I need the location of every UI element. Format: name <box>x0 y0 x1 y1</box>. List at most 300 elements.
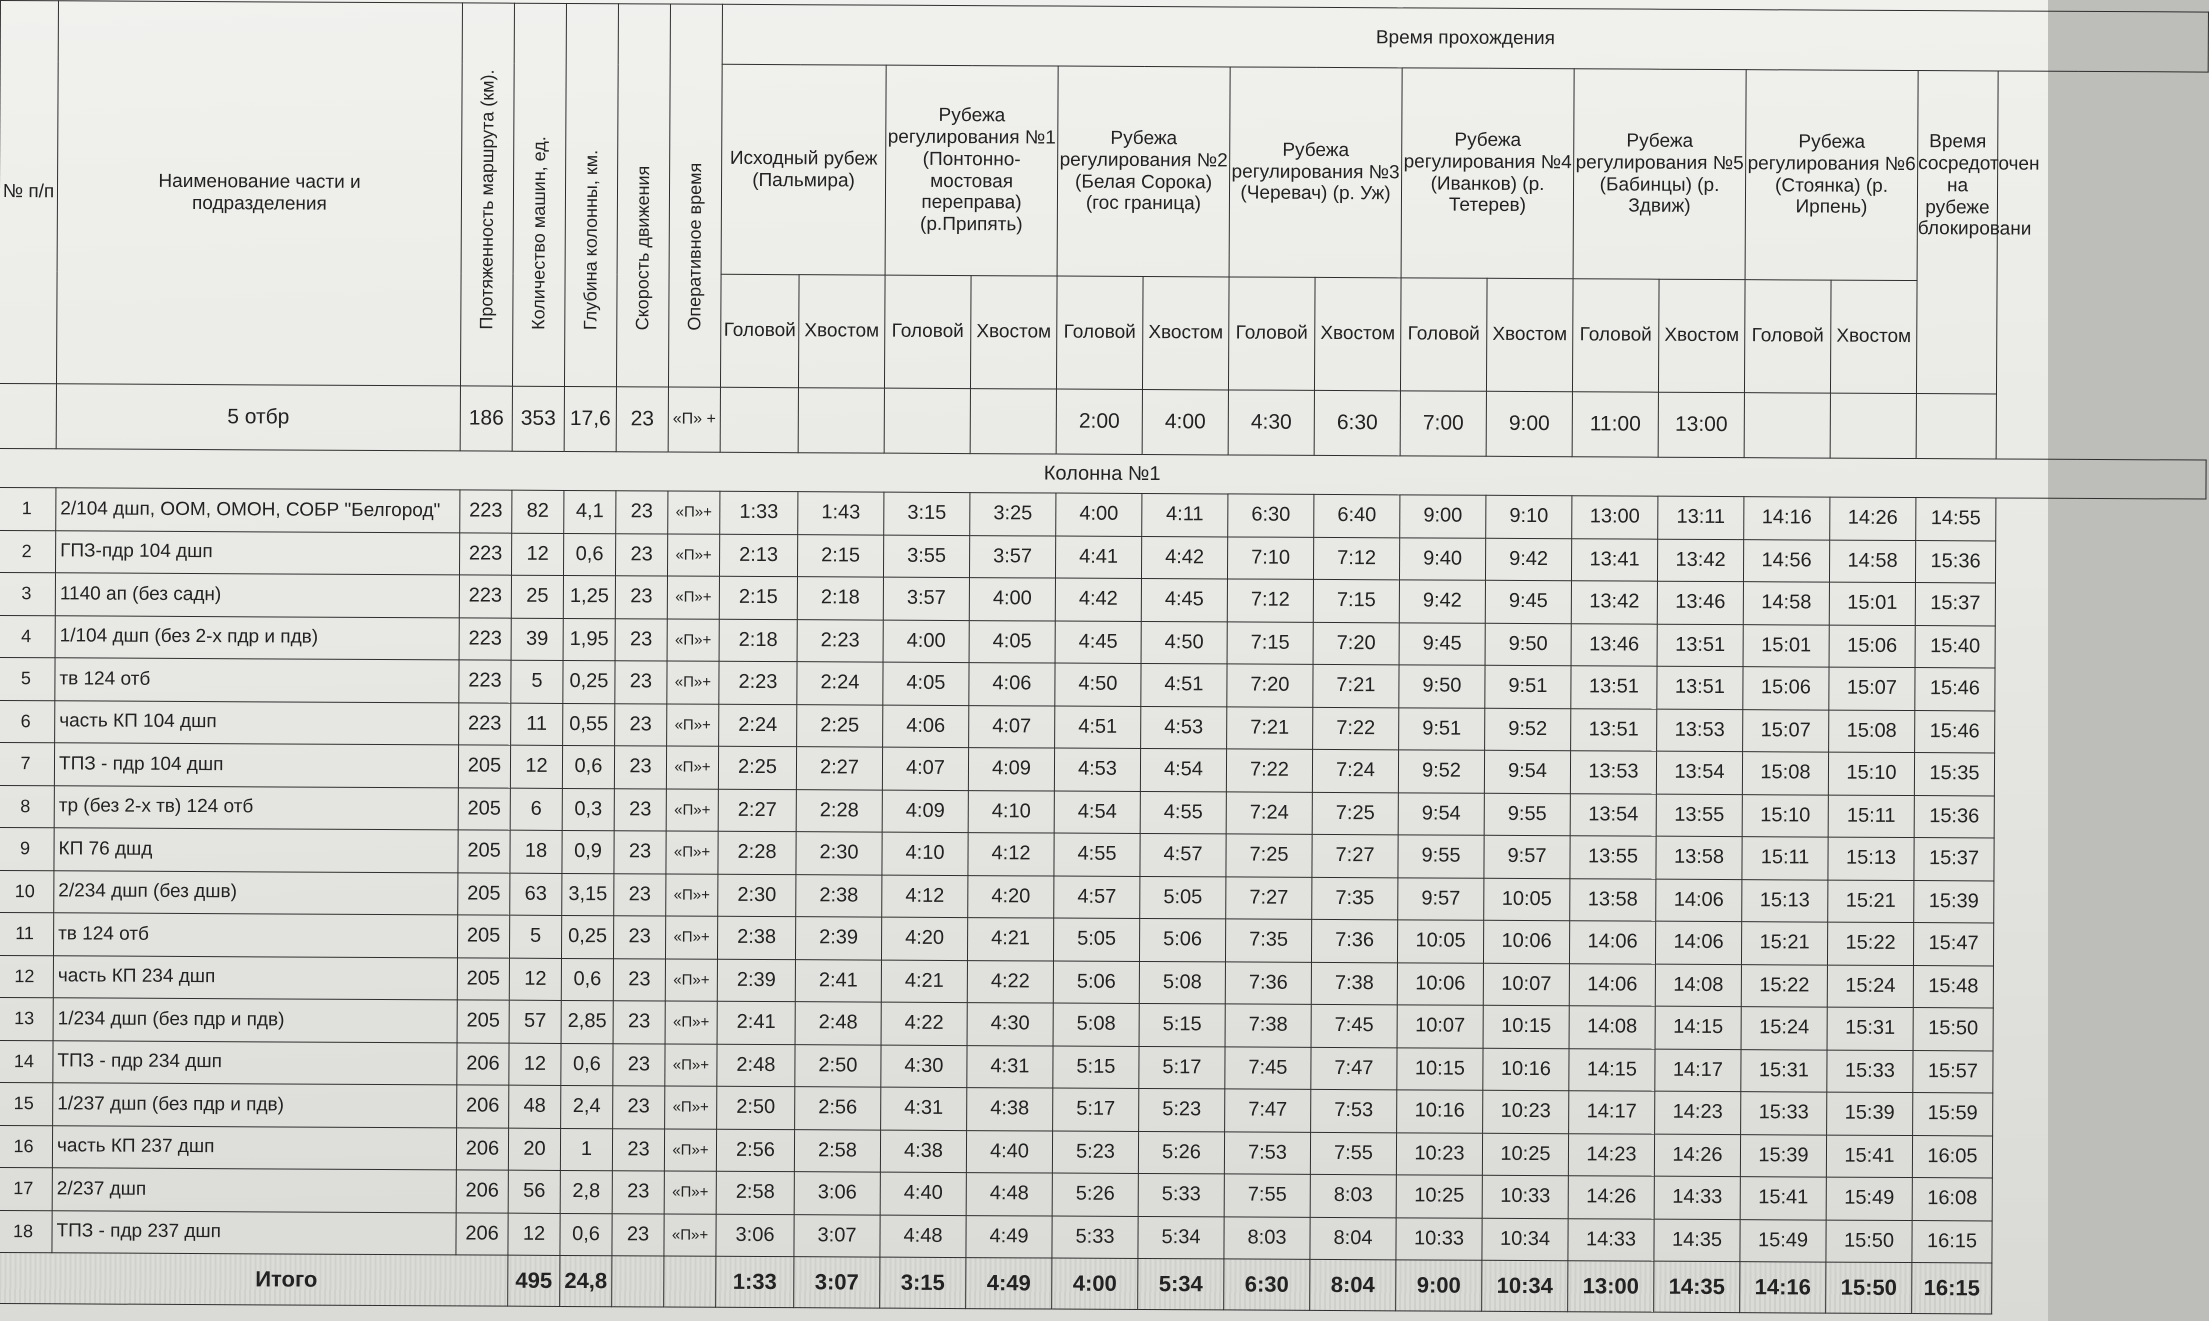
summary-num <box>0 383 56 448</box>
row-time: 2:30 <box>718 874 796 917</box>
total-time: 4:49 <box>966 1258 1052 1309</box>
row-time: 14:26 <box>1568 1176 1654 1219</box>
row-time: 13:11 <box>1658 496 1744 539</box>
row-time: 7:10 <box>1227 536 1313 579</box>
row-time: 7:27 <box>1312 834 1398 877</box>
row-time: 13:58 <box>1656 836 1742 879</box>
summary-time-4: 2:00 <box>1056 389 1142 454</box>
row-time: 9:51 <box>1399 707 1485 750</box>
row-time: 9:45 <box>1399 622 1485 665</box>
row-depth: 0,6 <box>563 533 615 576</box>
row-time: 7:47 <box>1225 1089 1311 1132</box>
row-time: 15:10 <box>1828 752 1914 795</box>
header-milestone-3: Рубежа регулирования №3 (Черевач) (р. Уж) <box>1229 67 1402 278</box>
row-time: 14:08 <box>1655 964 1741 1007</box>
summary-time-3 <box>970 389 1056 454</box>
row-length: 205 <box>457 915 509 958</box>
row-time: 15:21 <box>1828 880 1914 923</box>
row-time: 4:10 <box>968 790 1054 833</box>
row-optime: «П»+ <box>666 746 718 789</box>
row-time: 2:23 <box>719 661 797 704</box>
row-time: 2:50 <box>795 1044 881 1087</box>
row-final: 15:46 <box>1915 668 1995 711</box>
row-count: 12 <box>508 1213 560 1256</box>
row-name: тв 124 отб <box>55 658 459 703</box>
row-count: 82 <box>512 490 564 533</box>
row-time: 4:12 <box>968 833 1054 876</box>
row-time: 4:07 <box>969 705 1055 748</box>
total-time: 14:35 <box>1654 1261 1740 1312</box>
row-depth: 0,3 <box>562 788 614 831</box>
row-time: 4:06 <box>883 705 969 748</box>
summary-time-2 <box>884 388 970 453</box>
row-time: 13:58 <box>1570 878 1656 921</box>
row-count: 56 <box>508 1170 560 1213</box>
row-time: 9:42 <box>1485 538 1571 581</box>
row-time: 7:27 <box>1226 876 1312 919</box>
row-final: 15:48 <box>1913 965 1993 1008</box>
row-time: 15:39 <box>1740 1134 1826 1177</box>
row-time: 4:38 <box>880 1130 966 1173</box>
row-time: 4:49 <box>966 1215 1052 1258</box>
row-final: 16:08 <box>1912 1178 1992 1221</box>
header-count-text: Количество машин, ед. <box>527 136 549 330</box>
row-depth: 0,25 <box>561 915 613 958</box>
row-length: 223 <box>459 532 511 575</box>
total-time: 3:15 <box>880 1257 966 1308</box>
row-time: 4:55 <box>1140 791 1226 834</box>
row-time: 2:30 <box>796 832 882 875</box>
row-time: 2:38 <box>796 874 882 917</box>
row-speed: 23 <box>616 491 668 534</box>
row-length: 206 <box>456 1212 508 1255</box>
row-time: 15:49 <box>1740 1219 1826 1262</box>
row-time: 4:53 <box>1141 706 1227 749</box>
total-final: 16:15 <box>1912 1263 1992 1314</box>
row-time: 2:27 <box>718 789 796 832</box>
row-time: 10:07 <box>1397 1005 1483 1048</box>
row-time: 15:22 <box>1741 964 1827 1007</box>
row-num: 7 <box>0 742 55 785</box>
row-time: 1:43 <box>798 492 884 535</box>
row-speed: 23 <box>615 618 667 661</box>
row-time: 5:17 <box>1139 1046 1225 1089</box>
row-time: 4:12 <box>882 875 968 918</box>
row-time: 7:35 <box>1225 919 1311 962</box>
row-time: 15:06 <box>1743 667 1829 710</box>
row-time: 2:18 <box>797 577 883 620</box>
row-length: 206 <box>457 1085 509 1128</box>
total-count: 495 <box>508 1255 560 1306</box>
row-num: 15 <box>0 1082 53 1125</box>
header-head-2: Головой <box>1056 276 1143 389</box>
row-time: 4:54 <box>1054 791 1140 834</box>
row-time: 2:56 <box>716 1129 794 1172</box>
row-time: 5:15 <box>1053 1046 1139 1089</box>
row-time: 4:38 <box>967 1088 1053 1131</box>
row-time: 14:56 <box>1743 539 1829 582</box>
row-time: 7:25 <box>1226 834 1312 877</box>
row-time: 4:30 <box>881 1045 967 1088</box>
row-speed: 23 <box>614 831 666 874</box>
row-time: 14:58 <box>1829 540 1915 583</box>
header-head-4: Головой <box>1400 278 1487 391</box>
row-time: 4:21 <box>967 918 1053 961</box>
row-time: 15:33 <box>1827 1050 1913 1093</box>
row-time: 7:24 <box>1312 749 1398 792</box>
row-time: 5:08 <box>1139 961 1225 1004</box>
row-time: 7:38 <box>1311 962 1397 1005</box>
row-time: 7:36 <box>1225 961 1311 1004</box>
row-time: 15:07 <box>1743 709 1829 752</box>
total-time: 13:00 <box>1568 1261 1654 1312</box>
row-depth: 1,25 <box>563 575 615 618</box>
row-time: 14:16 <box>1744 497 1830 540</box>
row-time: 5:26 <box>1052 1173 1138 1216</box>
row-time: 7:38 <box>1225 1004 1311 1047</box>
row-depth: 4,1 <box>564 490 616 533</box>
row-length: 206 <box>457 1042 509 1085</box>
row-optime: «П»+ <box>664 1213 716 1256</box>
header-depth-text: Глубина колонны, км. <box>579 149 601 331</box>
row-time: 2:24 <box>719 704 797 747</box>
row-time: 9:42 <box>1399 580 1485 623</box>
row-time: 5:17 <box>1053 1088 1139 1131</box>
row-optime: «П»+ <box>665 958 717 1001</box>
row-time: 4:50 <box>1141 621 1227 664</box>
row-time: 15:31 <box>1741 1049 1827 1092</box>
row-time: 15:01 <box>1743 624 1829 667</box>
row-time: 4:10 <box>882 832 968 875</box>
row-time: 5:05 <box>1140 876 1226 919</box>
row-final: 14:55 <box>1916 498 1996 541</box>
row-time: 7:35 <box>1312 877 1398 920</box>
summary-name: 5 отбр <box>56 384 460 451</box>
row-depth: 2,4 <box>561 1085 613 1128</box>
row-final: 15:37 <box>1915 583 1995 626</box>
row-time: 15:41 <box>1740 1177 1826 1220</box>
row-time: 8:03 <box>1310 1174 1396 1217</box>
row-name: ТПЗ - пдр 234 дшп <box>53 1040 457 1085</box>
row-num: 11 <box>0 912 54 955</box>
row-time: 3:06 <box>794 1172 880 1215</box>
row-depth: 0,6 <box>561 1043 613 1086</box>
row-time: 2:28 <box>796 789 882 832</box>
row-time: 2:58 <box>794 1129 880 1172</box>
row-time: 7:12 <box>1227 579 1313 622</box>
row-name: 1/237 дшп (без пдр и пдв) <box>53 1083 457 1128</box>
row-time: 9:50 <box>1485 623 1571 666</box>
row-time: 14:06 <box>1569 921 1655 964</box>
row-time: 4:00 <box>969 578 1055 621</box>
row-name: тр (без 2-х тв) 124 отб <box>54 785 458 830</box>
row-time: 4:22 <box>881 1002 967 1045</box>
total-time: 15:50 <box>1826 1262 1912 1313</box>
summary-speed: 23 <box>616 387 668 452</box>
row-time: 10:06 <box>1483 920 1569 963</box>
row-time: 4:06 <box>969 663 1055 706</box>
header-milestone-0: Исходный рубеж (Пальмира) <box>721 64 886 275</box>
row-name: ТПЗ - пдр 104 дшп <box>54 743 458 788</box>
row-final: 15:36 <box>1914 795 1994 838</box>
row-time: 7:22 <box>1226 749 1312 792</box>
row-final: 16:05 <box>1912 1135 1992 1178</box>
header-length <box>460 3 514 386</box>
row-length: 206 <box>456 1127 508 1170</box>
row-time: 7:25 <box>1312 792 1398 835</box>
row-final: 15:37 <box>1914 838 1994 881</box>
row-num: 1 <box>0 487 56 530</box>
row-optime: «П»+ <box>665 1001 717 1044</box>
header-tail-5: Хвостом <box>1658 279 1745 392</box>
header-milestone-2: Рубежа регулирования №2 (Белая Сорока) (гос граница) <box>1057 66 1230 277</box>
total-time: 8:04 <box>1310 1259 1396 1310</box>
row-time: 4:41 <box>1055 536 1141 579</box>
row-num: 18 <box>0 1210 52 1253</box>
row-length: 206 <box>456 1170 508 1213</box>
row-speed: 23 <box>612 1128 664 1171</box>
row-time: 4:30 <box>967 1003 1053 1046</box>
header-speed <box>616 4 670 387</box>
row-time: 13:42 <box>1571 581 1657 624</box>
row-time: 15:13 <box>1828 837 1914 880</box>
summary-time-8: 7:00 <box>1400 391 1486 456</box>
row-time: 10:23 <box>1396 1132 1482 1175</box>
row-time: 4:50 <box>1055 663 1141 706</box>
row-time: 7:20 <box>1227 664 1313 707</box>
row-length: 205 <box>458 787 510 830</box>
row-time: 14:17 <box>1569 1091 1655 1134</box>
summary-optime: «П» + <box>668 387 720 452</box>
row-length: 205 <box>458 872 510 915</box>
row-depth: 0,6 <box>560 1213 612 1256</box>
row-time: 10:25 <box>1396 1175 1482 1218</box>
row-optime: «П»+ <box>666 831 718 874</box>
row-optime: «П»+ <box>665 1043 717 1086</box>
row-length: 205 <box>458 830 510 873</box>
row-name: часть КП 237 дшп <box>52 1125 456 1170</box>
row-count: 39 <box>511 618 563 661</box>
header-depth <box>564 3 618 386</box>
total-row <box>0 1252 2202 1315</box>
row-num: 3 <box>0 572 56 615</box>
row-count: 12 <box>509 958 561 1001</box>
header-optime-text: Оперативное время <box>683 162 705 331</box>
row-speed: 23 <box>612 1171 664 1214</box>
row-time: 2:41 <box>717 1001 795 1044</box>
header-milestone-1: Рубежа регулирования №1 (Понтонно-мостовая переправа) (р.Припять) <box>885 65 1058 276</box>
row-count: 20 <box>508 1128 560 1171</box>
row-final: 15:36 <box>1915 540 1995 583</box>
row-num: 5 <box>0 657 55 700</box>
row-time: 13:55 <box>1656 794 1742 837</box>
row-time: 13:54 <box>1656 751 1742 794</box>
row-time: 4:53 <box>1054 748 1140 791</box>
header-tail-2: Хвостом <box>1142 276 1229 389</box>
row-speed: 23 <box>614 746 666 789</box>
row-name: ТПЗ - пдр 237 дшп <box>52 1210 456 1255</box>
row-length: 223 <box>460 490 512 533</box>
row-speed: 23 <box>613 916 665 959</box>
row-time: 4:48 <box>966 1173 1052 1216</box>
row-optime: «П»+ <box>665 916 717 959</box>
row-length: 205 <box>458 745 510 788</box>
row-time: 2:23 <box>797 619 883 662</box>
row-time: 3:55 <box>883 535 969 578</box>
row-optime: «П»+ <box>664 1128 716 1171</box>
row-name: 2/104 дшп, ООМ, ОМОН, СОБР "Белгород" <box>56 488 460 533</box>
row-count: 5 <box>511 660 563 703</box>
total-empty-speed <box>612 1256 664 1307</box>
header-num: № п/п <box>0 1 58 384</box>
header-name: Наименование части и подразделения <box>56 1 462 386</box>
summary-time-0 <box>720 387 798 452</box>
row-time: 4:21 <box>881 960 967 1003</box>
row-depth: 0,9 <box>562 830 614 873</box>
row-count: 25 <box>511 575 563 618</box>
row-time: 3:57 <box>883 577 969 620</box>
total-time: 9:00 <box>1396 1260 1482 1311</box>
row-time: 14:35 <box>1654 1219 1740 1262</box>
summary-time-1 <box>798 388 884 453</box>
header-milestone-6: Рубежа регулирования №6 (Стоянка) (р. Ирпень) <box>1745 70 1918 281</box>
total-time: 5:34 <box>1138 1258 1224 1309</box>
row-time: 8:03 <box>1224 1216 1310 1259</box>
row-time: 10:05 <box>1397 920 1483 963</box>
summary-count: 353 <box>512 386 564 451</box>
row-optime: «П»+ <box>667 704 719 747</box>
row-time: 2:50 <box>717 1086 795 1129</box>
row-final: 15:46 <box>1915 710 1995 753</box>
row-time: 4:00 <box>1056 493 1142 536</box>
row-time: 10:15 <box>1483 1005 1569 1048</box>
row-time: 7:21 <box>1227 706 1313 749</box>
row-time: 10:23 <box>1483 1090 1569 1133</box>
row-time: 2:48 <box>795 1002 881 1045</box>
row-time: 2:38 <box>717 916 795 959</box>
row-speed: 23 <box>614 788 666 831</box>
row-time: 4:42 <box>1055 578 1141 621</box>
row-time: 13:46 <box>1657 581 1743 624</box>
row-time: 13:00 <box>1572 496 1658 539</box>
row-optime: «П»+ <box>665 1086 717 1129</box>
row-optime: «П»+ <box>667 534 719 577</box>
row-time: 15:24 <box>1741 1007 1827 1050</box>
row-time: 7:55 <box>1310 1132 1396 1175</box>
row-speed: 23 <box>614 873 666 916</box>
row-time: 15:11 <box>1828 795 1914 838</box>
row-time: 9:50 <box>1399 665 1485 708</box>
total-time: 3:07 <box>794 1257 880 1308</box>
row-count: 6 <box>510 788 562 831</box>
row-time: 14:15 <box>1655 1006 1741 1049</box>
row-time: 14:23 <box>1655 1091 1741 1134</box>
row-time: 10:16 <box>1397 1090 1483 1133</box>
row-time: 4:11 <box>1142 493 1228 536</box>
row-time: 13:51 <box>1657 666 1743 709</box>
row-length: 205 <box>457 1000 509 1043</box>
row-time: 14:06 <box>1655 921 1741 964</box>
row-time: 9:00 <box>1400 495 1486 538</box>
header-milestone-4: Рубежа регулирования №4 (Иванков) (р. Тетерев) <box>1401 68 1574 279</box>
row-name: 1/234 дшп (без пдр и пдв) <box>53 998 457 1043</box>
row-num: 9 <box>0 827 54 870</box>
summary-time-13 <box>1830 393 1916 458</box>
summary-time-7: 6:30 <box>1314 390 1400 455</box>
row-time: 5:08 <box>1053 1003 1139 1046</box>
row-speed: 23 <box>615 661 667 704</box>
row-time: 2:56 <box>795 1087 881 1130</box>
row-time: 10:16 <box>1483 1048 1569 1091</box>
total-time: 6:30 <box>1224 1259 1310 1310</box>
total-time: 14:16 <box>1740 1262 1826 1313</box>
row-time: 15:06 <box>1829 625 1915 668</box>
row-time: 2:27 <box>796 747 882 790</box>
row-time: 13:53 <box>1570 751 1656 794</box>
row-time: 10:05 <box>1484 878 1570 921</box>
row-time: 4:05 <box>969 620 1055 663</box>
row-depth: 2,8 <box>560 1170 612 1213</box>
row-time: 7:45 <box>1311 1004 1397 1047</box>
row-time: 10:33 <box>1482 1175 1568 1218</box>
total-time: 4:00 <box>1052 1258 1138 1309</box>
row-time: 14:26 <box>1830 497 1916 540</box>
row-time: 9:52 <box>1485 708 1571 751</box>
row-depth: 2,85 <box>561 1000 613 1043</box>
row-time: 15:24 <box>1827 965 1913 1008</box>
row-depth: 1 <box>560 1128 612 1171</box>
row-time: 5:06 <box>1139 918 1225 961</box>
header-tail-3: Хвостом <box>1314 277 1401 390</box>
row-time: 13:51 <box>1571 708 1657 751</box>
row-final: 16:15 <box>1912 1220 1992 1263</box>
row-time: 14:26 <box>1654 1134 1740 1177</box>
row-time: 7:22 <box>1313 707 1399 750</box>
row-time: 4:00 <box>883 620 969 663</box>
row-time: 3:07 <box>794 1214 880 1257</box>
row-final: 15:35 <box>1914 753 1994 796</box>
row-time: 15:22 <box>1827 922 1913 965</box>
row-time: 14:15 <box>1569 1048 1655 1091</box>
row-time: 2:39 <box>795 917 881 960</box>
row-time: 15:01 <box>1829 582 1915 625</box>
summary-final <box>1916 394 1996 459</box>
row-time: 2:13 <box>719 534 797 577</box>
row-optime: «П»+ <box>666 873 718 916</box>
row-count: 12 <box>511 533 563 576</box>
row-time: 13:51 <box>1571 666 1657 709</box>
row-time: 15:08 <box>1829 710 1915 753</box>
row-count: 57 <box>509 1000 561 1043</box>
total-empty-optime <box>664 1256 716 1307</box>
row-time: 7:15 <box>1313 579 1399 622</box>
row-depth: 3,15 <box>562 873 614 916</box>
row-time: 4:05 <box>883 662 969 705</box>
row-speed: 23 <box>613 958 665 1001</box>
row-time: 4:54 <box>1140 748 1226 791</box>
row-time: 4:45 <box>1141 578 1227 621</box>
row-time: 13:55 <box>1570 836 1656 879</box>
row-time: 2:41 <box>795 959 881 1002</box>
row-time: 7:53 <box>1311 1089 1397 1132</box>
row-time: 10:06 <box>1397 962 1483 1005</box>
row-length: 223 <box>459 660 511 703</box>
row-name: часть КП 234 дшп <box>53 955 457 1000</box>
header-speed-text: Скорость движения <box>631 165 653 331</box>
header-head-3: Головой <box>1228 277 1315 390</box>
row-time: 15:21 <box>1741 922 1827 965</box>
row-time: 7:53 <box>1224 1131 1310 1174</box>
